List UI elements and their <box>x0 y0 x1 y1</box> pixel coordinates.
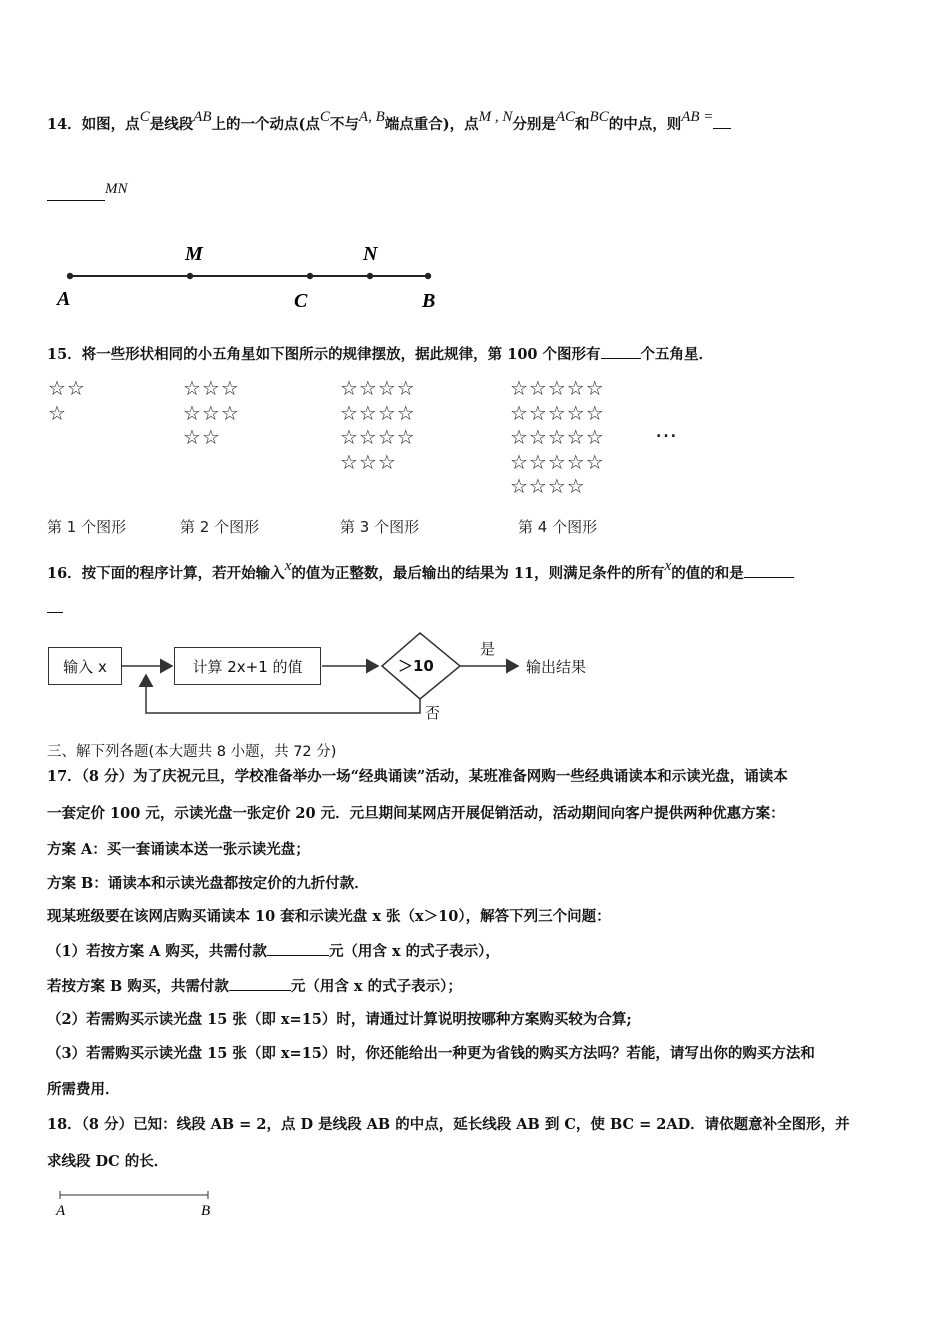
flow-compute-box: 计算 2x+1 的值 <box>174 647 321 685</box>
q17-line4: 方案 B：诵读本和示读光盘都按定价的九折付款． <box>47 875 369 892</box>
q17-line10: 所需费用． <box>47 1081 120 1098</box>
label-a: A <box>57 288 71 310</box>
label-c: C <box>294 290 308 312</box>
figure-4-star-row: ☆☆☆☆ <box>510 474 586 498</box>
figure-3-star-row: ☆☆☆☆ <box>340 376 416 400</box>
figure-1-label: 第 1 个图形 <box>47 518 127 536</box>
figure-4-star-row: ☆☆☆☆☆ <box>510 400 605 425</box>
flow-output-label: 输出结果 <box>526 658 587 676</box>
q14-line2: MN <box>47 186 128 207</box>
point-a <box>67 273 73 279</box>
figure-4-star-row: ☆☆☆☆☆ <box>510 376 605 400</box>
label-n: N <box>363 243 378 265</box>
figure-1-star-row: ☆☆ <box>48 376 86 400</box>
flow-input-box: 输入 x <box>48 647 122 685</box>
q18-label-a: A <box>56 1203 66 1219</box>
q17-line3: 方案 A：买一套诵读本送一张示读光盘； <box>47 841 310 858</box>
q18-label-b: B <box>201 1203 211 1219</box>
figure-3-label: 第 3 个图形 <box>340 518 420 536</box>
section-3-heading: 三、解下列各题(本大题共 8 小题，共 72 分) <box>47 744 337 760</box>
label-b: B <box>422 290 436 312</box>
q17-line1: 17．（8 分）为了庆祝元旦，学校准备举办一场“经典诵读”活动，某班准备网购一些经典诵读本和示读光盘，诵读本 <box>47 768 788 785</box>
ellipsis: … <box>655 418 677 443</box>
figure-3-star-row: ☆☆☆ <box>340 449 397 474</box>
q18-line2: 求线段 DC 的长． <box>47 1153 169 1170</box>
q17-line6: （1）若按方案 A 购买，共需付款 元（用含 x 的式子表示）， <box>47 943 500 960</box>
figure-2-star-row: ☆☆ <box>183 425 221 449</box>
q17-line7: 若按方案 B 购买，共需付款 元（用含 x 的式子表示）； <box>47 978 462 995</box>
q14-line1: 14．如图，点C是线段AB上的一个动点(点C不与A, B端点重合)，点M , N分别是AC和BC的中点，则AB = <box>47 114 731 135</box>
figure-1-star-row: ☆ <box>48 400 67 425</box>
flow-condition-text: ＞10 <box>398 657 434 675</box>
flow-yes-label: 是 <box>480 640 496 658</box>
q17-line5: 现某班级要在该网店购买诵读本 10 套和示读光盘 x 张（x＞10），解答下列三个问题： <box>47 908 611 925</box>
flow-no-label: 否 <box>425 704 441 722</box>
point-b <box>425 273 431 279</box>
q16-blank-cont <box>47 598 63 619</box>
figure-4-star-row: ☆☆☆☆☆ <box>510 449 605 474</box>
q17-line9: （3）若需购买示读光盘 15 张（即 x=15）时，你还能给出一种更为省钱的购买方法吗？若能，请写出你的购买方法和 <box>47 1045 815 1062</box>
figure-2-label: 第 2 个图形 <box>180 518 260 536</box>
figure-3-star-row: ☆☆☆☆ <box>340 400 416 425</box>
q17-line2: 一套定价 100 元，示读光盘一张定价 20 元．元旦期间某网店开展促销活动，活动期间向客户提供两种优惠方案： <box>47 805 785 822</box>
figure-4-star-row: ☆☆☆☆☆ <box>510 425 605 449</box>
point-n <box>367 273 373 279</box>
figure-2-star-row: ☆☆☆ <box>183 400 240 425</box>
figure-4-label: 第 4 个图形 <box>518 518 598 536</box>
label-m: M <box>185 243 203 265</box>
q15-text: 15．将一些形状相同的小五角星如下图所示的规律摆放，据此规律，第 100 个图形有 个五角星． <box>47 346 714 363</box>
q18-line1: 18．（8 分）已知：线段 AB = 2，点 D 是线段 AB 的中点，延长线段 AB 到 C，使 BC = 2AD．请依题意补全图形，并 <box>47 1116 850 1133</box>
q14-segment-diagram <box>40 235 460 315</box>
point-c <box>307 273 313 279</box>
figure-3-star-row: ☆☆☆☆ <box>340 425 416 449</box>
q16-text: 16．按下面的程序计算，若开始输入x的值为正整数，最后输出的结果为 11，则满足条件的所有x的值的和是 <box>47 563 794 584</box>
q18-segment-diagram <box>50 1185 230 1225</box>
q17-line8: （2）若需购买示读光盘 15 张（即 x=15）时，请通过计算说明按哪种方案购买较为合算; <box>47 1011 632 1028</box>
point-m <box>187 273 193 279</box>
figure-2-star-row: ☆☆☆ <box>183 376 240 400</box>
